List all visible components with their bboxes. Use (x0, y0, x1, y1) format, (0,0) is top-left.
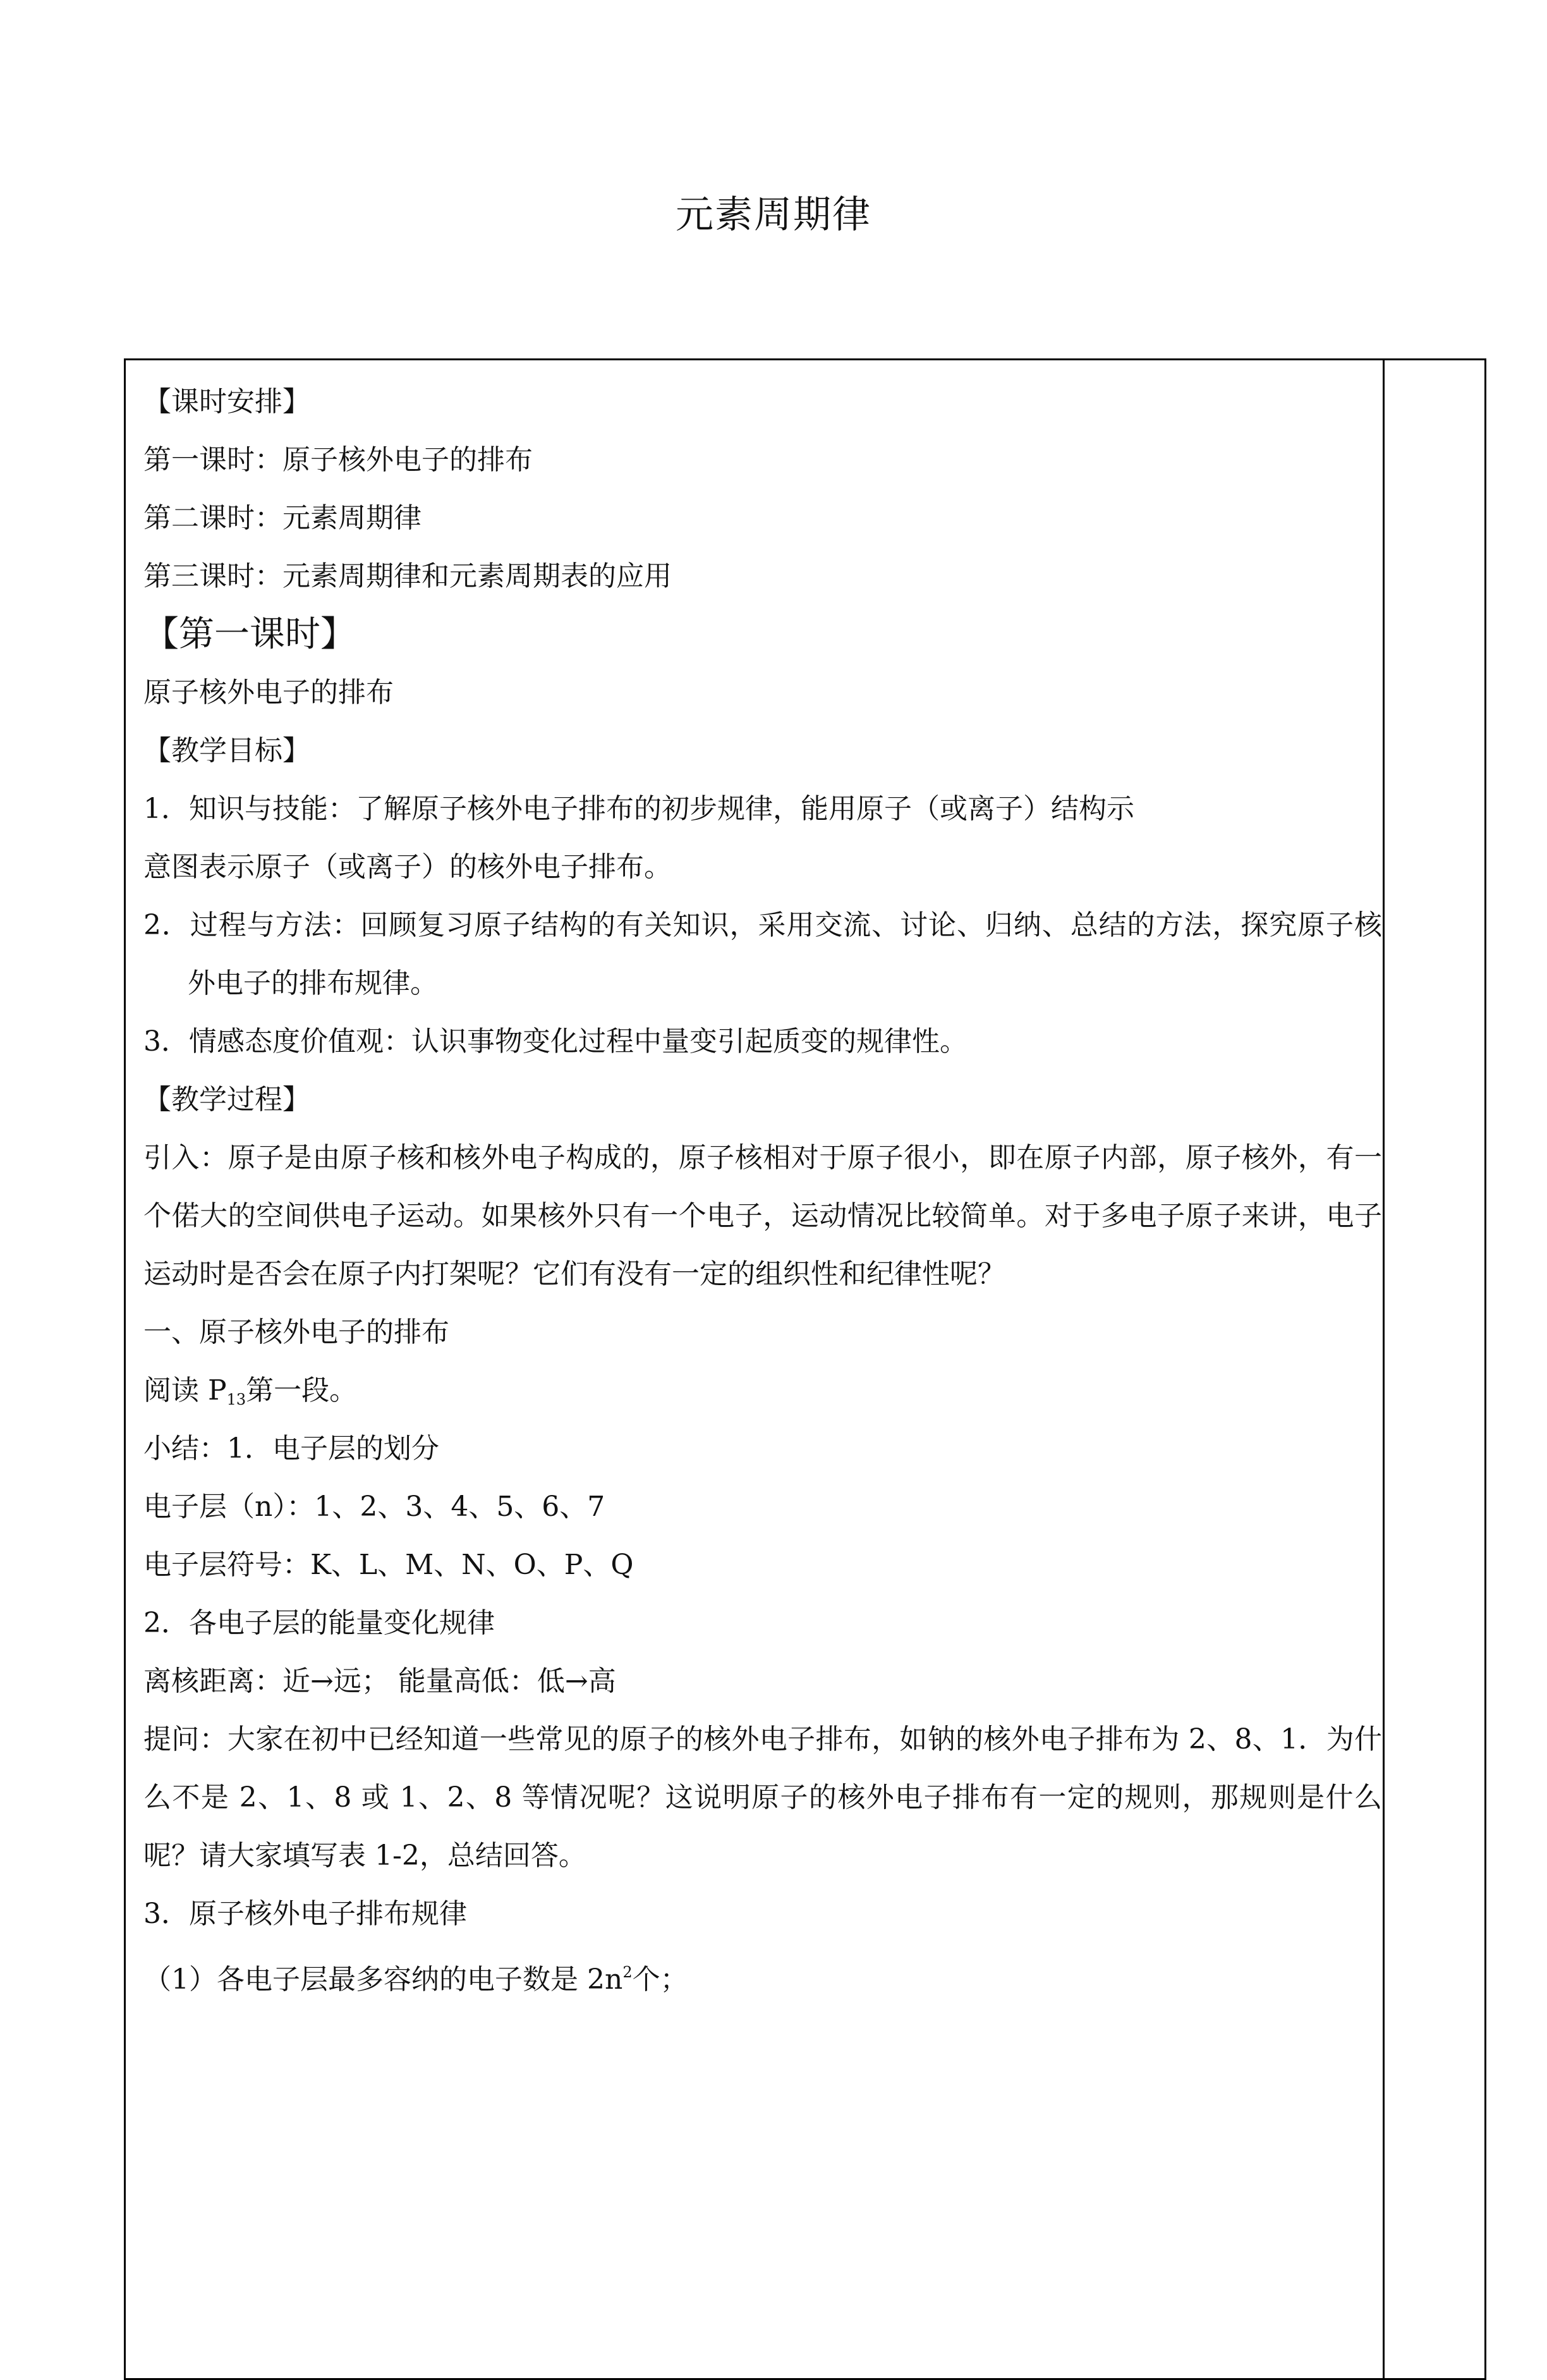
energy-rule: 离核距离：近→远； 能量高低：低→高 (143, 1665, 616, 1697)
reading-post: 第一段。 (246, 1374, 358, 1407)
lesson-content (143, 373, 1382, 2001)
summary-2: 2．各电子层的能量变化规律 (143, 1607, 495, 1639)
objective-2: 2．过程与方法：回顾复习原子结构的有关知识，采用交流、讨论、归纳、总结的方法，探究原子核外电子的排布规律。 (143, 909, 1382, 999)
schedule-item-3: 第三课时：元素周期律和元素周期表的应用 (143, 560, 672, 592)
rule-1-superscript: 2 (622, 1963, 633, 1981)
lesson-plan-table (124, 358, 1486, 2380)
schedule-header: 【课时安排】 (143, 386, 310, 418)
reading-pre: 阅读 P (143, 1374, 227, 1407)
lesson1-header: 【第一课时】 (143, 614, 356, 655)
rule-1-post: 个； (632, 1963, 688, 1996)
question-paragraph: 提问：大家在初中已经知道一些常见的原子的核外电子排布，如钠的核外电子排布为 2、8、1．为什么不是 2、1、8 或 1、2、8 等情况呢？这说明原子的核外电子排布有一定的规则，那规则是什么呢？请大家填写表 1-2，总结回答。 (143, 1723, 1382, 1872)
electron-shells: 电子层（n）：1、2、3、4、5、6、7 (143, 1491, 605, 1523)
reading-instruction (143, 1362, 1382, 1420)
document-title: 元素周期律 (676, 193, 871, 237)
notes-column-divider (1383, 360, 1385, 2378)
section-heading: 一、原子核外电子的排布 (143, 1316, 449, 1348)
objective-1-line-2: 意图表示原子（或离子）的核外电子排布。 (143, 851, 672, 883)
objectives-header: 【教学目标】 (143, 735, 310, 767)
rule-1 (143, 1943, 1382, 2001)
objective-3: 3．情感态度价值观：认识事物变化过程中量变引起质变的规律性。 (143, 1025, 968, 1058)
lesson1-topic: 原子核外电子的排布 (143, 676, 394, 709)
page-subscript: 13 (226, 1391, 246, 1408)
intro-paragraph: 引入：原子是由原子核和核外电子构成的，原子核相对于原子很小，即在原子内部，原子核外，有一个偌大的空间供电子运动。如果核外只有一个电子，运动情况比较简单。对于多电子原子来讲，电子运动时是否会在原子内打架呢？它们有没有一定的组织性和纪律性呢？ (143, 1142, 1382, 1290)
summary-1: 小结：1．电子层的划分 (143, 1432, 439, 1465)
rule-1-pre: （1）各电子层最多容纳的电子数是 2n (143, 1963, 623, 1996)
summary-3: 3．原子核外电子排布规律 (143, 1898, 467, 1930)
shell-symbols: 电子层符号：K、L、M、N、O、P、Q (143, 1549, 634, 1581)
process-header: 【教学过程】 (143, 1083, 310, 1116)
objective-1-line-1: 1．知识与技能：了解原子核外电子排布的初步规律，能用原子（或离子）结构示 (143, 793, 1134, 825)
schedule-item-2: 第二课时：元素周期律 (143, 502, 422, 534)
schedule-item-1: 第一课时：原子核外电子的排布 (143, 444, 533, 476)
